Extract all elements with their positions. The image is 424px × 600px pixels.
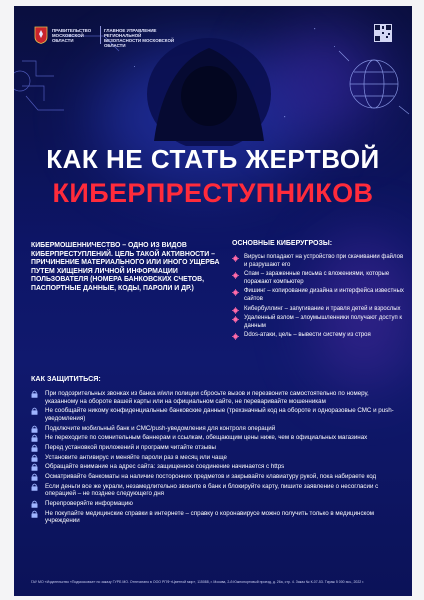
print-imprint: ГАУ МО «Издательство «Подмосковье» по заказу ГУРБ МО. Отпечатано в ООО РПФ «Цветной мир», 115088, г. Москва, 2-й Южнопортовый проезд, д. 26а, стр. 4. Заказ № К-07-53. Тираж 5 000 экз., 2022 г. <box>31 580 365 584</box>
protect-text: Не переходите по сомнительным баннерам и ссылкам, обещающим цены ниже, чем в официальных магазинах <box>45 434 368 442</box>
protect-list <box>31 390 403 527</box>
protect-title: КАК ЗАЩИТИТЬСЯ: <box>31 374 101 383</box>
virus-icon <box>232 289 239 296</box>
poster <box>14 6 412 596</box>
protect-text: Установите антивирус и меняйте пароли раз в месяц или чаще <box>45 453 227 461</box>
lock-icon <box>31 463 38 471</box>
virus-icon <box>232 307 239 314</box>
threats-title: ОСНОВНЫЕ КИБЕРУГРОЗЫ: <box>232 240 333 247</box>
threats-section <box>232 240 404 342</box>
protect-item <box>31 483 403 498</box>
lock-icon <box>31 454 38 462</box>
org-name-government: ПРАВИТЕЛЬСТВО МОСКОВСКОЙ ОБЛАСТИ <box>52 28 92 43</box>
protect-item <box>31 425 403 433</box>
threat-text: Ddos-атаки, цель – вывести систему из строя <box>244 332 371 339</box>
lock-icon <box>31 390 38 398</box>
poster-header <box>34 26 392 56</box>
virus-icon <box>232 255 239 262</box>
threat-item <box>232 288 404 303</box>
protect-text: Перед установкой приложений и программ читайте отзывы <box>45 443 216 451</box>
threat-text: Вирусы попадают на устройство при скачивании файлов и разрушают его <box>244 254 404 268</box>
protect-text: Обращайте внимание на адрес сайта: защищенное соединение начинается с https <box>45 463 285 471</box>
header-divider <box>100 26 101 44</box>
qr-code-icon <box>374 24 392 42</box>
threat-text: Фишинг – копирование дизайна и интерфейса известных сайтов <box>244 288 404 302</box>
intro-text: КИБЕРМОШЕННИЧЕСТВО – ОДНО ИЗ ВИДОВ КИБЕРПРЕСТУПЛЕНИЙ. ЦЕЛЬ ТАКОЙ АКТИВНОСТИ – ПРИЧИНЕНИЕ МАТЕРИАЛЬНОГО ИЛИ ИНОГО УЩЕРБА ПУТЕМ ХИЩЕНИЯ ЛИЧНОЙ ИНФОРМАЦИИ ПОЛЬЗОВАТЕЛЯ (НОМЕРА БАНКОВСКИХ СЧЕТОВ, ПАСПОРТНЫЕ ДАННЫЕ, КОДЫ, ПАРОЛИ И ДР.) <box>31 242 220 292</box>
lock-icon <box>31 510 38 518</box>
protect-item <box>31 473 403 481</box>
protect-text: При подозрительных звонках из банка и/или полиции сбросьте вызов и перезвоните самостоятельно по номеру, указанному на обороте вашей карты или на официальном сайте, не переваривайте мошенникам <box>45 390 369 405</box>
protect-text: Осматривайте банкоматы на наличие посторонних предметов и закрывайте клавиатуру рукой, пока набираете код <box>45 473 377 480</box>
protect-item <box>31 434 403 442</box>
threat-text: Спам – зараженные письма с вложениями, которые поражают компьютер <box>244 271 390 285</box>
protect-item <box>31 390 403 405</box>
lock-icon <box>31 500 38 508</box>
coat-of-arms-icon <box>34 26 48 44</box>
threat-item <box>232 315 404 330</box>
org-name-security-department: ГЛАВНОЕ УПРАВЛЕНИЕ РЕГИОНАЛЬНОЙ БЕЗОПАСНОСТИ МОСКОВСКОЙ ОБЛАСТИ <box>104 28 175 48</box>
lock-icon <box>31 434 38 442</box>
virus-icon <box>232 316 239 323</box>
threat-item <box>232 306 404 314</box>
lock-icon <box>31 444 38 452</box>
protect-item <box>31 510 403 525</box>
protect-text: Перепроверяйте информацию <box>45 499 133 507</box>
protect-text: Не покупайте медицинские справки в интернете – справку о коронавирусе можно получить только в медицинском учреждении <box>45 509 375 525</box>
protect-item <box>31 407 403 422</box>
title-line-2: КИБЕРПРЕСТУПНИКОВ <box>52 178 374 208</box>
threat-text: Удаленный взлом – злоумышленники получают доступ к данным <box>244 315 403 329</box>
virus-icon <box>232 272 239 279</box>
threat-item <box>232 332 404 340</box>
protect-item <box>31 463 403 471</box>
protect-text: Если деньги все же украли, незамедлительно звоните в банк и блокируйте карту, пишите заявление о несогласии с операцией – не позднее следующего дня <box>45 482 379 498</box>
threat-text: Кибербуллинг – запугивание и травля детей и взрослых <box>244 305 401 312</box>
protect-item <box>31 444 403 452</box>
protect-item <box>31 500 403 508</box>
virus-icon <box>232 333 239 340</box>
protect-item <box>31 454 403 462</box>
threat-item <box>232 254 404 269</box>
lock-icon <box>31 473 38 481</box>
protect-text: Подключите мобильный банк и СМС/push-уведомления для контроля операций <box>45 424 276 432</box>
lock-icon <box>31 425 38 433</box>
lock-icon <box>31 407 38 415</box>
globe-icon <box>339 51 409 114</box>
protect-text: Не сообщайте никому конфиденциальные банковские данные (трехзначный код на обороте и одноразовые СМС и push-уведомления) <box>45 407 394 422</box>
title-line-1: КАК НЕ СТАТЬ ЖЕРТВОЙ <box>46 144 380 174</box>
threat-item <box>232 271 404 286</box>
lock-icon <box>31 483 38 491</box>
